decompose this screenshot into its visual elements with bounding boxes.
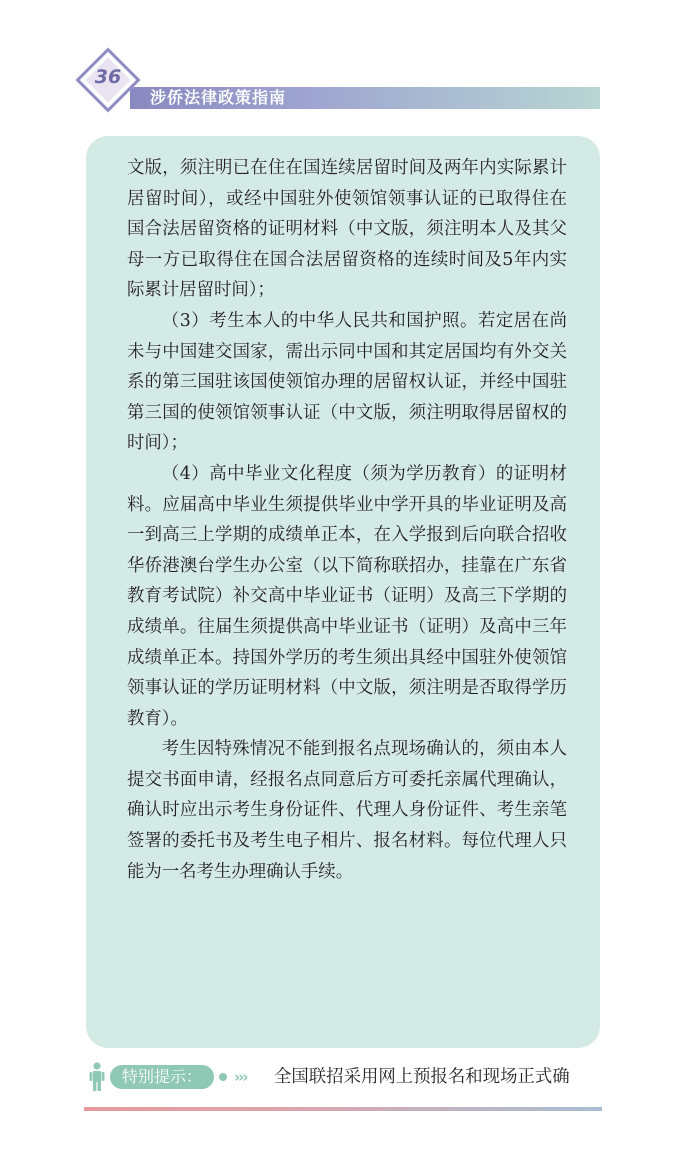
tip-dot [219,1073,227,1081]
body-text [127,153,567,887]
page-header [0,0,700,130]
page-number: 36 [94,66,122,88]
paragraph: 考生因特殊情况不能到报名点现场确认的，须由本人提交书面申请，经报名点同意后方可委托亲属代理确认，确认时应出示考生身份证件、代理人身份证件、考生亲笔签署的委托书及考生电子相片、报名材料。每位代理人只能为一名考生办理确认手续。 [127,739,567,882]
chevron-right-icon: ››› [234,1068,247,1086]
person-icon [88,1062,106,1092]
paragraph: 文版，须注明已在住在国连续居留时间及两年内实际累计居留时间），或经中国驻外使领馆领事认证的已取得住在国合法居留资格的证明材料（中文版，须注明本人及其父母一方已取得住在国合法居留资格的连续时间及5年内实际累计居留时间）； [127,158,567,301]
running-title: 涉侨法律政策指南 [150,88,287,107]
tip-label: 特别提示： [122,1067,203,1086]
tip-badge [110,1065,214,1089]
paragraph: （4）高中毕业文化程度（须为学历教育）的证明材料。应届高中毕业生须提供毕业中学开具的毕业证明及高一到高三上学期的成绩单正本，在入学报到后向联合招收华侨港澳台学生办公室（以下简称联招办，挂靠在广东省教育考试院）补交高中毕业证书（证明）及高三下学期的成绩单。往届生须提供高中毕业证书（证明）及高中三年成绩单正本。持国外学历的考生须出具经中国驻外使领馆领事认证的学历证明材料（中文版，须注明是否取得学历教育）。 [127,463,567,729]
tip-text: 全国联招采用网上预报名和现场正式确 [274,1067,570,1087]
special-tip [88,1062,608,1092]
paragraph: （3）考生本人的中华人民共和国护照。若定居在尚未与中国建交国家，需出示同中国和其定居国均有外交关系的第三国驻该国使领馆办理的居留权认证，并经中国驻第三国的使领馆领事认证（中文版，须注明取得居留权的时间）； [127,310,567,454]
footer-rule [84,1107,602,1111]
